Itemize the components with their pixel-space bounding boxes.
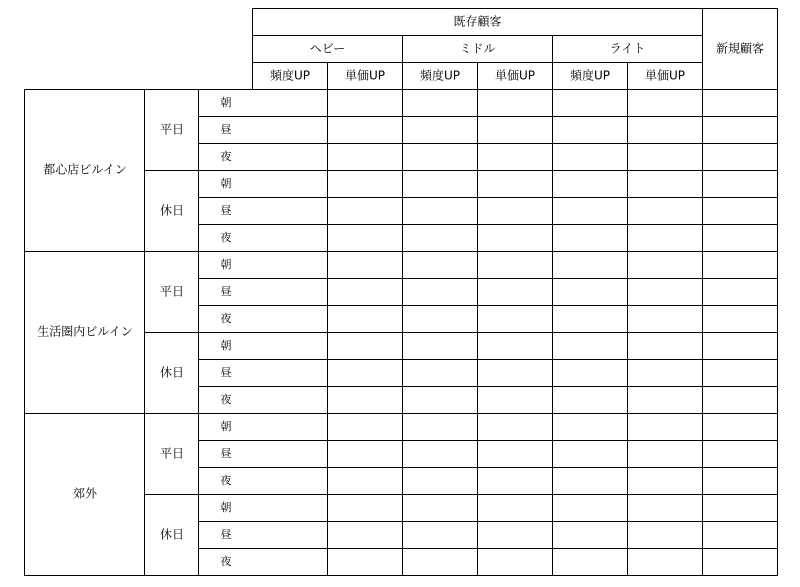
daytype-label-holiday: 休日 (159, 203, 185, 218)
time-label-morning: 朝 (220, 96, 232, 109)
time-label-night: 夜 (220, 474, 232, 487)
time-label-morning: 朝 (220, 339, 232, 352)
time-label-night: 夜 (220, 312, 232, 325)
metric-header-middle-frequency: 頻度UP (419, 68, 461, 83)
segment-header-light: ライト (609, 41, 646, 56)
time-label-noon: 昼 (220, 285, 232, 298)
time-label-night: 夜 (220, 555, 232, 568)
table-grid-lines (25, 9, 778, 576)
location-label-residential-building: 生活圏内ビルイン (37, 324, 133, 339)
time-label-night: 夜 (220, 231, 232, 244)
time-label-noon: 昼 (220, 447, 232, 460)
location-label-urban-building: 都心店ビルイン (43, 162, 127, 177)
time-labels (221, 95, 232, 568)
time-label-morning: 朝 (220, 258, 232, 271)
daytype-label-weekday: 平日 (159, 284, 185, 299)
time-label-morning: 朝 (220, 177, 232, 190)
daytype-label-weekday: 平日 (159, 122, 185, 137)
time-label-noon: 昼 (220, 366, 232, 379)
time-label-morning: 朝 (220, 420, 232, 433)
daytype-label-weekday: 平日 (159, 446, 185, 461)
time-label-noon: 昼 (220, 528, 232, 541)
segment-header-middle: ミドル (459, 41, 496, 56)
metric-header-light-frequency: 頻度UP (569, 68, 611, 83)
daytype-label-holiday: 休日 (159, 527, 185, 542)
daytype-label-holiday: 休日 (159, 365, 185, 380)
metric-header-heavy-frequency: 頻度UP (269, 68, 311, 83)
segment-header-heavy: ヘビー (309, 41, 346, 56)
time-label-noon: 昼 (220, 204, 232, 217)
location-label-suburban: 郊外 (72, 486, 98, 501)
new-customers-header: 新規顧客 (715, 41, 765, 56)
metric-header-heavy-price: 単価UP (344, 68, 386, 83)
metric-header-light-price: 単価UP (644, 68, 686, 83)
time-label-morning: 朝 (220, 501, 232, 514)
time-label-night: 夜 (220, 393, 232, 406)
time-label-night: 夜 (220, 150, 232, 163)
existing-customers-header: 既存顧客 (453, 14, 502, 29)
time-label-noon: 昼 (220, 123, 232, 136)
metric-header-middle-price: 単価UP (494, 68, 536, 83)
